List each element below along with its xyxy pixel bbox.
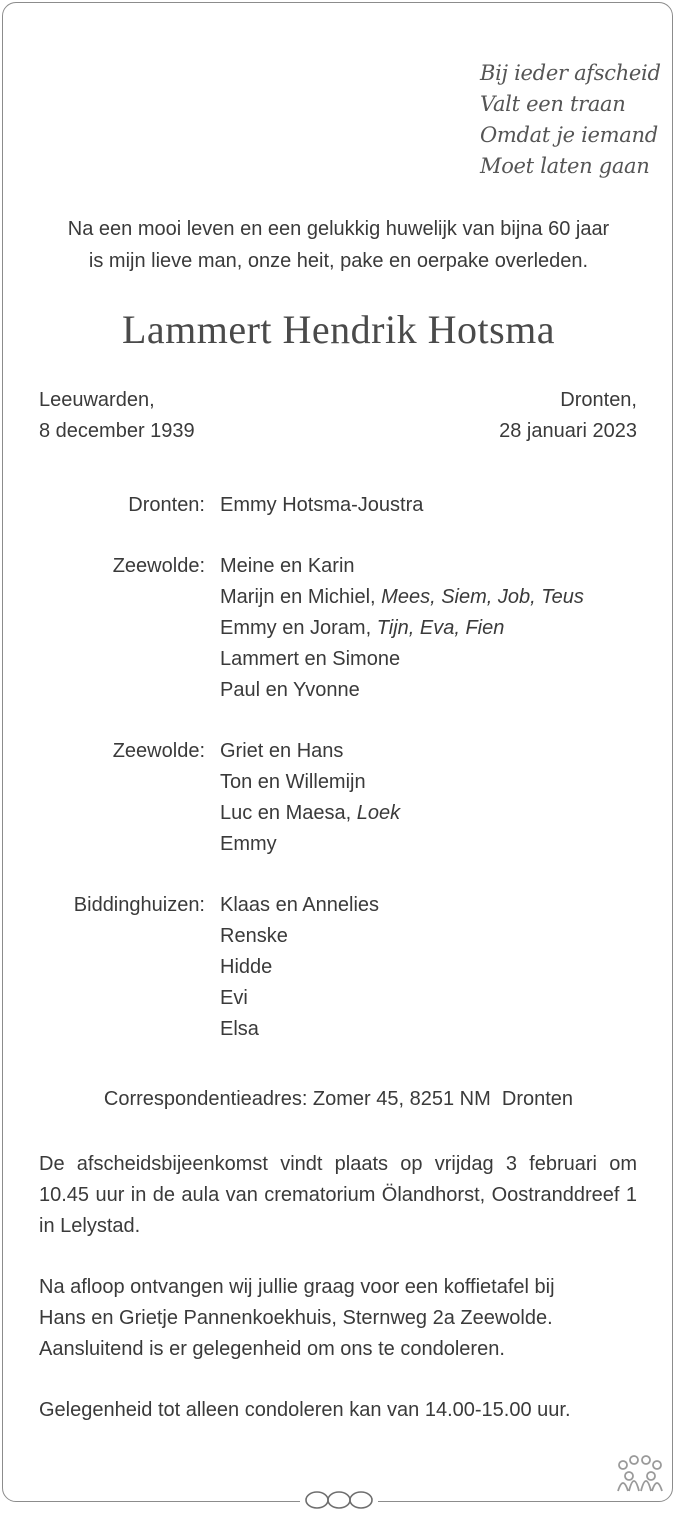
poem-line: Omdat je iemand [480,123,658,147]
member-names: Marijn en Michiel, [220,586,382,608]
birth-date: 8 december 1939 [39,420,195,442]
birth-info [39,385,195,447]
poem-line: Valt een traan [480,92,626,116]
family-member [220,829,677,860]
family-member [220,767,677,798]
farewell-paragraph: De afscheidsbijeenkomst vindt plaats op vrijdag 3 februari om 10.45 uur in de aula van crematorium Ölandhorst, Oostranddreef 1 in Lelystad. [39,1153,637,1237]
condolence-paragraph: Gelegenheid tot alleen condoleren kan van 14.00-15.00 uur. [39,1399,571,1421]
family-member [220,736,677,767]
deceased-name: Lammert Hendrik Hotsma [121,307,556,352]
death-place: Dronten, [560,389,637,411]
poem [480,58,661,182]
family-place: Zeewolde: [112,555,205,577]
member-children: Tijn, Eva, Fien [376,617,505,639]
family-members [220,736,677,860]
family-group [0,890,677,1045]
member-names: Renske [220,925,288,947]
family-members [220,490,677,521]
correspondence-address: Correspondentieadres: Zomer 45, 8251 NM Dronten [103,1088,574,1110]
family-list [0,490,677,1075]
member-names: Klaas en Annelies [220,894,380,916]
member-names: Emmy [220,833,277,855]
member-names: Paul en Yvonne [220,679,360,701]
member-names: Griet en Hans [220,740,344,762]
family-group [0,736,677,860]
family-member [220,890,677,921]
member-names: Evi [220,987,248,1009]
intro-line: is mijn lieve man, onze heit, pake en oerpake overleden. [88,250,589,272]
death-info [499,385,637,447]
family-group [0,490,677,521]
intro-text [0,213,677,277]
family-place: Biddinghuizen: [73,894,205,916]
member-names: Lammert en Simone [220,648,401,670]
member-names: Luc en Maesa, [220,802,357,824]
coffee-line: Na afloop ontvangen wij jullie graag voor een koffietafel bij [39,1276,555,1298]
family-member [220,675,677,706]
family-circles-logo-icon [615,1451,665,1498]
poem-line: Moet laten gaan [480,154,650,178]
family-members [220,890,677,1045]
family-group [0,551,677,706]
coffee-paragraph [39,1272,637,1365]
poem-line: Bij ieder afscheid [480,61,661,85]
family-member [220,1014,677,1045]
family-member [220,952,677,983]
intro-line: Na een mooi leven en een gelukkig huwelijk van bijna 60 jaar [67,218,610,240]
family-member [220,921,677,952]
family-members [220,551,677,706]
member-names: Hidde [220,956,273,978]
member-names: Emmy Hotsma-Joustra [220,494,424,516]
family-member [220,798,677,829]
family-member [220,490,677,521]
member-children: Loek [356,802,401,824]
member-names: Elsa [220,1018,259,1040]
member-names: Meine en Karin [220,555,355,577]
family-member [220,582,677,613]
infinity-ornament-icon [300,1490,378,1515]
family-place: Dronten: [128,494,205,516]
family-member [220,644,677,675]
coffee-line: Hans en Grietje Pannenkoekhuis, Sternweg 2a Zeewolde. [39,1307,553,1329]
coffee-line: Aansluitend is er gelegenheid om ons te condoleren. [39,1338,505,1360]
family-member [220,983,677,1014]
member-children: Mees, Siem, Job, Teus [381,586,584,608]
family-member [220,551,677,582]
member-names: Emmy en Joram, [220,617,377,639]
member-names: Ton en Willemijn [220,771,366,793]
family-place: Zeewolde: [112,740,205,762]
family-member [220,613,677,644]
birth-place: Leeuwarden, [39,389,155,411]
death-date: 28 januari 2023 [499,420,637,442]
